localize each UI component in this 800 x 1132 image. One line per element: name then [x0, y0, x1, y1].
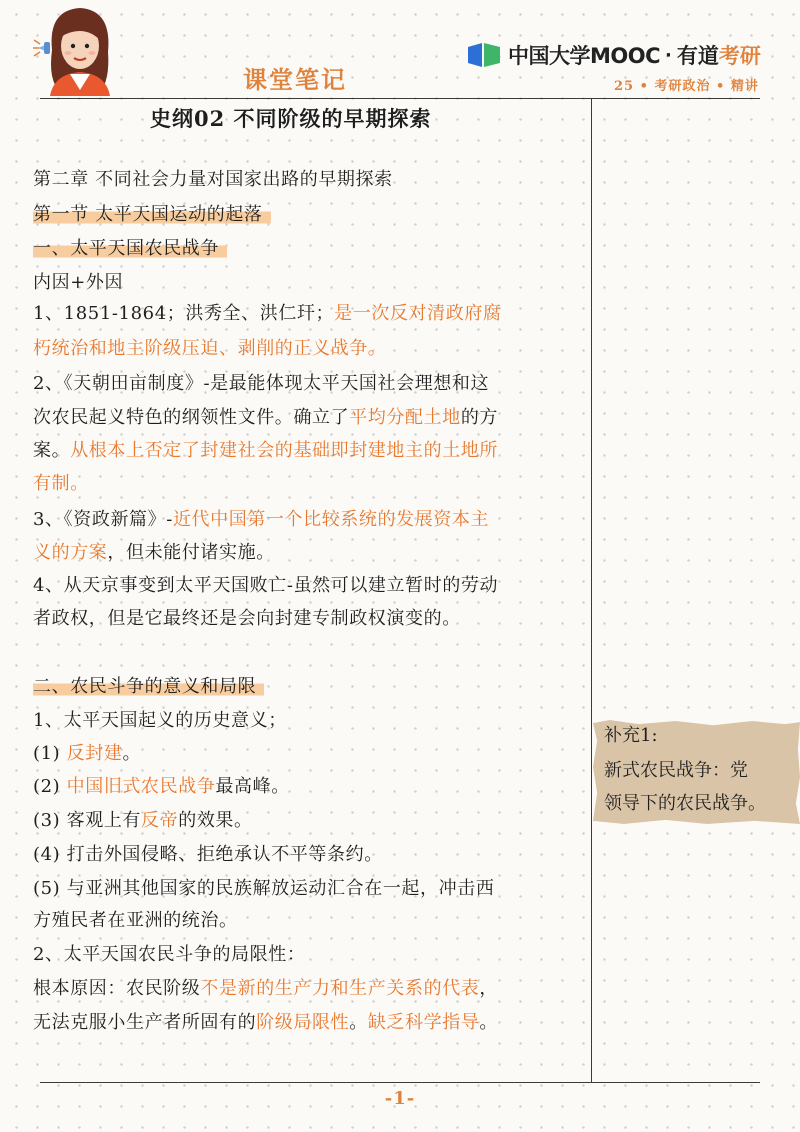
text-span: 的方: [460, 407, 499, 428]
text-line: [33, 406, 498, 430]
mooc-logo: [466, 40, 761, 70]
list-item: [33, 742, 141, 766]
text-span: 。: [122, 743, 142, 764]
section-heading-text: 第一节 太平天国运动的起落: [33, 204, 271, 225]
notes-title: 课堂笔记: [243, 65, 347, 94]
list-item: [33, 775, 290, 799]
page-number: -1-: [384, 1088, 416, 1109]
section-heading: [33, 203, 271, 227]
margin-divider: [591, 98, 592, 1082]
subsection-heading-text: 二、农民斗争的意义和局限: [33, 676, 264, 697]
key-point: 平均分配土地: [349, 407, 461, 428]
teacher-avatar-icon: [30, 0, 130, 96]
text-line: [33, 508, 489, 532]
text-span: ，: [479, 978, 499, 999]
text-line: 方殖民者在亚洲的统治。: [33, 910, 238, 931]
logo-separator: ·: [665, 44, 672, 66]
text-span: 次农民起义特色的纲领性文件。确立了: [33, 407, 350, 428]
text-span: 。: [349, 1012, 368, 1033]
text-span: 案。: [33, 440, 71, 461]
list-item: (5) 与亚洲其他国家的民族解放运动汇合在一起，冲击西: [33, 878, 495, 899]
text-span: 的效果。: [178, 810, 253, 831]
list-item: (4) 打击外国侵略、拒绝承认不平等条约。: [33, 844, 383, 865]
text-span: (3) 客观上有: [33, 810, 142, 831]
top-rule: [40, 98, 760, 99]
key-point: 阶级局限性: [256, 1012, 350, 1033]
text-line: 1、太平天国起义的历史意义；: [33, 710, 287, 731]
text-line: [33, 439, 498, 463]
key-point: 不是新的生产力和生产关系的代表: [200, 978, 480, 999]
supplement-line: 新式农民战争：党: [604, 760, 748, 781]
text-span: (1): [33, 743, 67, 764]
document-title: 史纲02 不同阶级的早期探索: [150, 106, 432, 131]
bottom-rule: [40, 1082, 760, 1083]
text-span: 。: [479, 1012, 499, 1033]
brand-prefix: 有道: [676, 44, 719, 68]
text-line: 2、《天朝田亩制度》-是最能体现太平天国社会理想和这: [33, 373, 490, 394]
mooc-logo-icon: [466, 43, 502, 67]
text-line: 4、从天京事变到太平天国败亡-虽然可以建立暂时的劳动: [33, 575, 499, 596]
supplement-label: 补充1:: [604, 725, 658, 746]
subsection-heading: [33, 675, 264, 699]
key-point: 朽统治和地主阶级压迫、剥削的正义战争。: [33, 338, 387, 359]
text-line: [33, 472, 89, 496]
text-span: 无法克服小生产者所固有的: [33, 1012, 257, 1033]
key-point: 反封建: [66, 743, 123, 764]
text-span: (2): [33, 776, 67, 797]
key-point: 义的方案: [33, 542, 108, 563]
key-point: 从根本上否定了封建社会的基础即封建地主的土地所: [70, 440, 499, 461]
subsection-heading-text: 一、太平天国农民战争: [33, 238, 227, 259]
key-point: 近代中国第一个比较系统的发展资本主: [172, 509, 490, 530]
subsection-heading: [33, 237, 227, 261]
text-line: 2、太平天国农民斗争的局限性：: [33, 944, 306, 965]
text-line: 者政权，但是它最终还是会向封建专制政权演变的。: [33, 608, 461, 629]
list-item: [33, 809, 253, 833]
text-line: [33, 977, 498, 1001]
brand-name: [677, 40, 761, 70]
key-point: 反帝: [141, 810, 179, 831]
text-span: 1、1851-1864；洪秀全、洪仁玕；: [33, 303, 335, 324]
text-span: 3、《资政新篇》-: [33, 509, 173, 530]
text-line: [33, 1011, 498, 1035]
key-point: 有制。: [33, 473, 89, 494]
chapter-heading: 第二章 不同社会力量对国家出路的早期探索: [33, 169, 393, 190]
key-point: 是一次反对清政府腐: [334, 303, 502, 324]
key-point: 缺乏科学指导: [367, 1012, 480, 1033]
text-line: [33, 541, 275, 565]
logo-text: 中国大学MOOC: [508, 44, 661, 68]
brand-accent: 考研: [718, 44, 761, 68]
key-point: 中国旧式农民战争: [66, 776, 216, 797]
text-span: 最高峰。: [215, 776, 290, 797]
course-subtitle: 25 • 考研政治 • 精讲: [614, 79, 759, 94]
text-span: ，但未能付诸实施。: [107, 542, 275, 563]
text-line: [33, 337, 386, 361]
text-line: [33, 302, 502, 326]
supplement-line: 领导下的农民战争。: [604, 793, 766, 814]
text-span: 根本原因：农民阶级: [33, 978, 201, 999]
text-line: 内因+外因: [33, 272, 124, 293]
